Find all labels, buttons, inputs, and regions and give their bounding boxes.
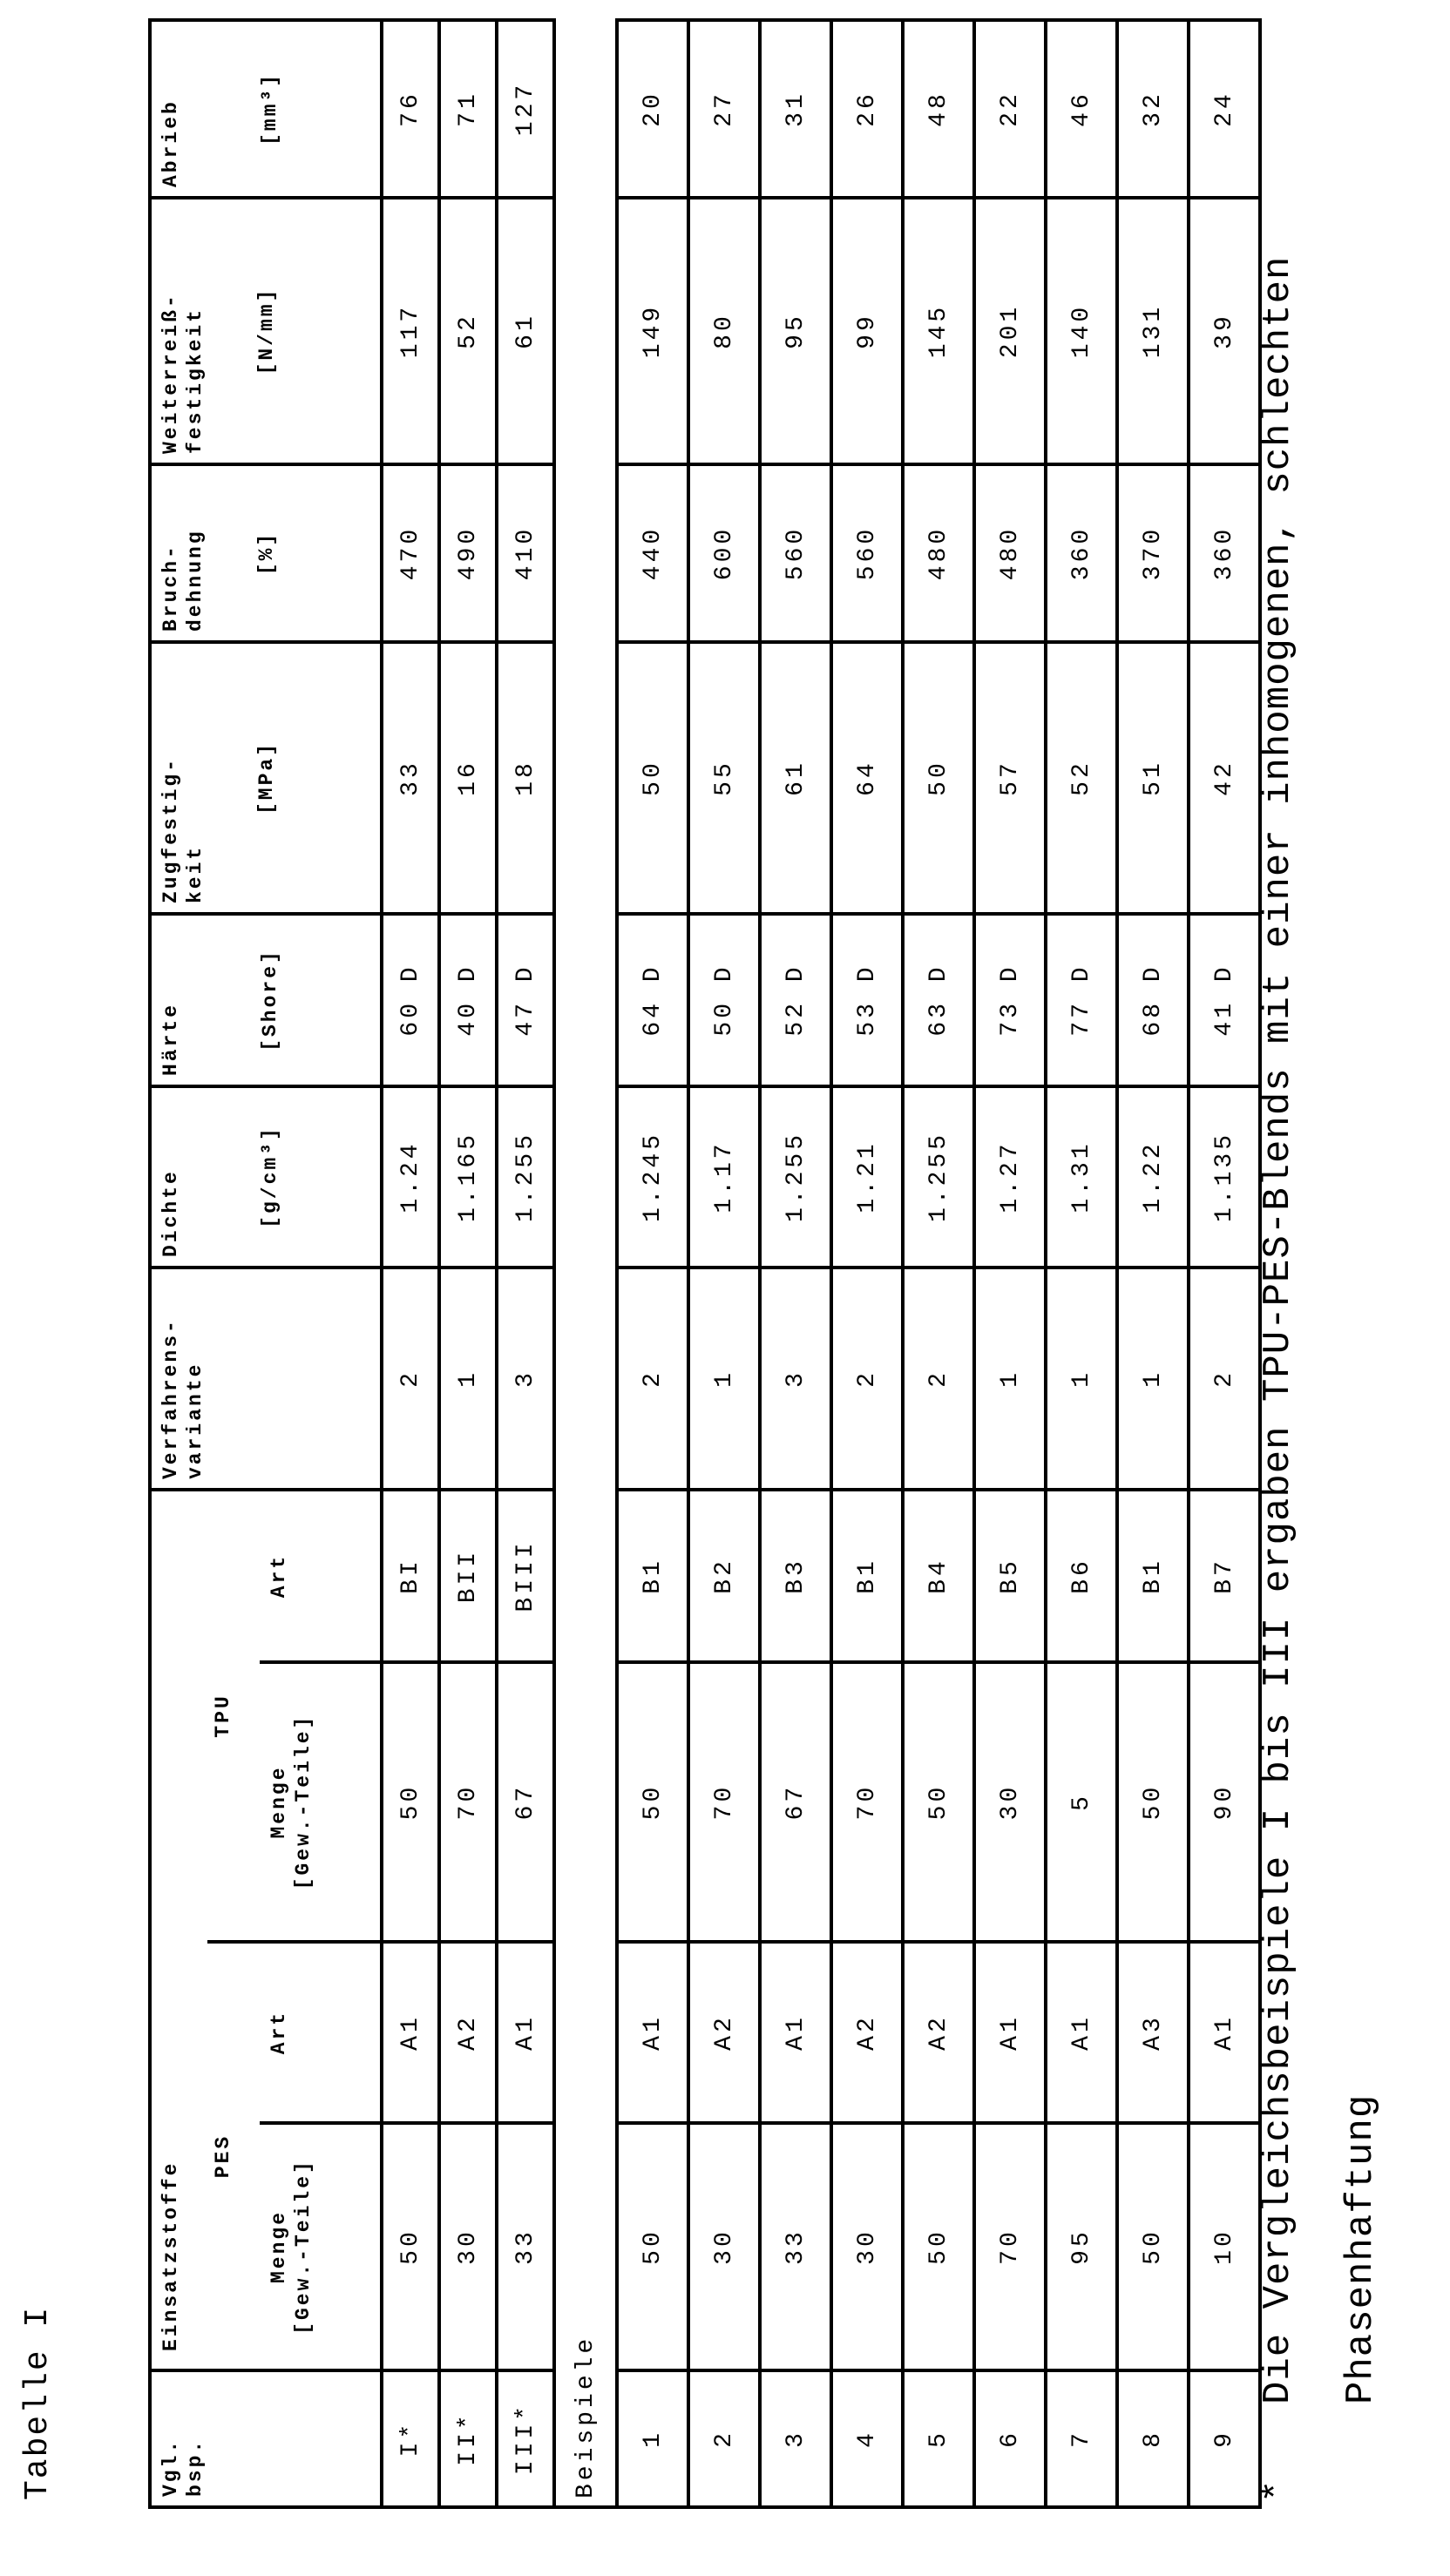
- cell-pes-menge: 33: [497, 2123, 554, 2370]
- cell-tpu-menge: 70: [831, 1662, 903, 1942]
- cell-zugfestigkeit: 33: [382, 642, 439, 914]
- cell-tpu-art: B1: [831, 1490, 903, 1662]
- header-verfahren: Verfahrens- variante: [150, 1268, 382, 1490]
- cell-tpu-menge: 50: [382, 1662, 439, 1942]
- cell-tpu-art: B1: [1117, 1490, 1189, 1662]
- cell-bruchdehnung: 370: [1117, 464, 1189, 642]
- cell-vgl: 4: [831, 2370, 903, 2507]
- cell-pes-menge: 10: [1189, 2123, 1260, 2370]
- header-tpu-art: Art: [260, 1490, 382, 1662]
- cell-pes-art: A1: [1046, 1942, 1117, 2123]
- table-row: [974, 20, 1046, 2507]
- cell-weiterreissfestigkeit: 201: [974, 198, 1046, 464]
- cell-abrieb: 71: [439, 20, 497, 198]
- cell-bruchdehnung: 560: [760, 464, 831, 642]
- separator-section: [554, 20, 617, 2507]
- cell-haerte: 47 D: [497, 914, 554, 1086]
- cell-zugfestigkeit: 64: [831, 642, 903, 914]
- cell-tpu-art: B5: [974, 1490, 1046, 1662]
- cell-zugfestigkeit: 18: [497, 642, 554, 914]
- cell-verfahren: 2: [903, 1268, 974, 1490]
- header-bruchdehnung: [150, 464, 382, 642]
- cell-tpu-menge: 67: [760, 1662, 831, 1942]
- cell-weiterreissfestigkeit: 39: [1189, 198, 1260, 464]
- cell-haerte: 63 D: [903, 914, 974, 1086]
- cell-pes-art: A1: [497, 1942, 554, 2123]
- header-haerte: [150, 914, 382, 1086]
- cell-vgl: 8: [1117, 2370, 1189, 2507]
- cell-zugfestigkeit: 52: [1046, 642, 1117, 914]
- cell-tpu-menge: 70: [439, 1662, 497, 1942]
- cell-abrieb: 76: [382, 20, 439, 198]
- cell-abrieb: 32: [1117, 20, 1189, 198]
- cell-bruchdehnung: 480: [903, 464, 974, 642]
- cell-weiterreissfestigkeit: 145: [903, 198, 974, 464]
- cell-vgl: 9: [1189, 2370, 1260, 2507]
- header-weiter-label: Weiterreiß- festigkeit: [159, 293, 207, 454]
- cell-verfahren: 2: [1189, 1268, 1260, 1490]
- cell-abrieb: 27: [688, 20, 760, 198]
- cell-pes-menge: 50: [1117, 2123, 1189, 2370]
- cell-tpu-art: B1: [617, 1490, 688, 1662]
- cell-pes-menge: 30: [688, 2123, 760, 2370]
- header-weiter-unit: [N/mm]: [254, 208, 279, 454]
- cell-weiterreissfestigkeit: 149: [617, 198, 688, 464]
- cell-haerte: 50 D: [688, 914, 760, 1086]
- cell-vgl: 6: [974, 2370, 1046, 2507]
- header-zug-unit: [MPa]: [254, 652, 279, 903]
- cell-bruchdehnung: 490: [439, 464, 497, 642]
- separator-label: Beispiele: [554, 2123, 617, 2507]
- cell-dichte: 1.27: [974, 1086, 1046, 1268]
- header-haerte-label: Härte: [159, 1003, 182, 1076]
- cell-tpu-menge: 70: [688, 1662, 760, 1942]
- header-vgl: Vgl. bsp.: [150, 2370, 382, 2507]
- cell-dichte: 1.255: [760, 1086, 831, 1268]
- cell-verfahren: 1: [974, 1268, 1046, 1490]
- cell-dichte: 1.22: [1117, 1086, 1189, 1268]
- cell-dichte: 1.255: [497, 1086, 554, 1268]
- table-row: [1117, 20, 1189, 2507]
- cell-haerte: 53 D: [831, 914, 903, 1086]
- cell-abrieb: 48: [903, 20, 974, 198]
- cell-bruchdehnung: 410: [497, 464, 554, 642]
- cell-pes-menge: 50: [382, 2123, 439, 2370]
- cell-tpu-menge: 50: [903, 1662, 974, 1942]
- cell-zugfestigkeit: 42: [1189, 642, 1260, 914]
- header-bruch-unit: [%]: [254, 475, 279, 632]
- table-row: [1046, 20, 1117, 2507]
- cell-tpu-menge: 5: [1046, 1662, 1117, 1942]
- cell-bruchdehnung: 480: [974, 464, 1046, 642]
- cell-tpu-art: B6: [1046, 1490, 1117, 1662]
- cell-pes-art: A1: [617, 1942, 688, 2123]
- cell-pes-menge: 33: [760, 2123, 831, 2370]
- cell-vgl: II*: [439, 2370, 497, 2507]
- cell-dichte: 1.165: [439, 1086, 497, 1268]
- separator-gap: [554, 20, 617, 2123]
- header-dichte-label: Dichte: [159, 1169, 182, 1257]
- cell-haerte: 60 D: [382, 914, 439, 1086]
- cell-pes-menge: 95: [1046, 2123, 1117, 2370]
- cell-bruchdehnung: 560: [831, 464, 903, 642]
- cell-tpu-art: B7: [1189, 1490, 1260, 1662]
- cell-verfahren: 3: [497, 1268, 554, 1490]
- cell-weiterreissfestigkeit: 140: [1046, 198, 1117, 464]
- table-row: [903, 20, 974, 2507]
- cell-weiterreissfestigkeit: 131: [1117, 198, 1189, 464]
- header-dichte-unit: [g/cm³]: [258, 1097, 282, 1257]
- cell-verfahren: 2: [382, 1268, 439, 1490]
- cell-pes-art: A1: [760, 1942, 831, 2123]
- cell-vgl: 3: [760, 2370, 831, 2507]
- cell-verfahren: 2: [617, 1268, 688, 1490]
- cell-abrieb: 127: [497, 20, 554, 198]
- cell-weiterreissfestigkeit: 117: [382, 198, 439, 464]
- table-row: [831, 20, 903, 2507]
- cell-tpu-menge: 67: [497, 1662, 554, 1942]
- cell-tpu-menge: 30: [974, 1662, 1046, 1942]
- cell-tpu-art: B3: [760, 1490, 831, 1662]
- cell-verfahren: 2: [831, 1268, 903, 1490]
- cell-tpu-art: BII: [439, 1490, 497, 1662]
- cell-verfahren: 1: [439, 1268, 497, 1490]
- cell-verfahren: 3: [760, 1268, 831, 1490]
- cell-abrieb: 24: [1189, 20, 1260, 198]
- footnote-marker: *: [1237, 2479, 1320, 2503]
- cell-bruchdehnung: 360: [1189, 464, 1260, 642]
- header-zugfestigkeit: [150, 642, 382, 914]
- cell-tpu-menge: 50: [617, 1662, 688, 1942]
- cell-abrieb: 22: [974, 20, 1046, 198]
- cell-pes-menge: 50: [617, 2123, 688, 2370]
- beispiel-rows: [617, 20, 1260, 2507]
- vergleich-rows: [382, 20, 554, 2507]
- cell-pes-art: A2: [439, 1942, 497, 2123]
- header-pes-art: Art: [260, 1942, 382, 2123]
- footnote-line-2: Phasenhaftung: [1320, 256, 1403, 2404]
- cell-pes-art: A2: [831, 1942, 903, 2123]
- cell-weiterreissfestigkeit: 80: [688, 198, 760, 464]
- cell-pes-menge: 30: [831, 2123, 903, 2370]
- cell-tpu-art: B2: [688, 1490, 760, 1662]
- header-dichte: [150, 1086, 382, 1268]
- cell-vgl: 2: [688, 2370, 760, 2507]
- cell-bruchdehnung: 600: [688, 464, 760, 642]
- cell-zugfestigkeit: 57: [974, 642, 1046, 914]
- header-bruch-label: Bruch- dehnung: [159, 529, 207, 632]
- cell-dichte: 1.245: [617, 1086, 688, 1268]
- header-tpu: TPU: [207, 1490, 260, 1942]
- cell-tpu-menge: 50: [1117, 1662, 1189, 1942]
- header-einsatzstoffe: Einsatzstoffe: [150, 1490, 207, 2370]
- cell-dichte: 1.255: [903, 1086, 974, 1268]
- rotated-content: [0, 0, 1450, 2576]
- cell-tpu-art: BIII: [497, 1490, 554, 1662]
- cell-abrieb: 46: [1046, 20, 1117, 198]
- cell-verfahren: 1: [688, 1268, 760, 1490]
- data-table: [148, 18, 1262, 2509]
- cell-haerte: 68 D: [1117, 914, 1189, 1086]
- cell-weiterreissfestigkeit: 61: [497, 198, 554, 464]
- cell-pes-menge: 50: [903, 2123, 974, 2370]
- cell-tpu-menge: 90: [1189, 1662, 1260, 1942]
- table-row: [617, 20, 688, 2507]
- cell-weiterreissfestigkeit: 52: [439, 198, 497, 464]
- cell-bruchdehnung: 440: [617, 464, 688, 642]
- cell-dichte: 1.135: [1189, 1086, 1260, 1268]
- cell-vgl: I*: [382, 2370, 439, 2507]
- cell-weiterreissfestigkeit: 99: [831, 198, 903, 464]
- cell-zugfestigkeit: 50: [617, 642, 688, 914]
- cell-pes-menge: 30: [439, 2123, 497, 2370]
- table-row: [497, 20, 554, 2507]
- cell-tpu-art: BI: [382, 1490, 439, 1662]
- cell-verfahren: 1: [1046, 1268, 1117, 1490]
- header-abrieb: [150, 20, 382, 198]
- cell-haerte: 77 D: [1046, 914, 1117, 1086]
- cell-bruchdehnung: 360: [1046, 464, 1117, 642]
- cell-pes-art: A3: [1117, 1942, 1189, 2123]
- cell-vgl: 5: [903, 2370, 974, 2507]
- cell-zugfestigkeit: 51: [1117, 642, 1189, 914]
- header-abrieb-unit: [mm³]: [258, 30, 282, 187]
- cell-vgl: 7: [1046, 2370, 1117, 2507]
- header-abrieb-label: Abrieb: [159, 99, 182, 187]
- cell-dichte: 1.21: [831, 1086, 903, 1268]
- cell-pes-menge: 70: [974, 2123, 1046, 2370]
- cell-verfahren: 1: [1117, 1268, 1189, 1490]
- table-row: [760, 20, 831, 2507]
- cell-abrieb: 31: [760, 20, 831, 198]
- cell-weiterreissfestigkeit: 95: [760, 198, 831, 464]
- header-pes: PES: [207, 1942, 260, 2370]
- cell-haerte: 73 D: [974, 914, 1046, 1086]
- cell-pes-art: A1: [1189, 1942, 1260, 2123]
- header-zug-label: Zugfestig- keit: [159, 757, 207, 903]
- header-pes-menge: Menge [Gew.-Teile]: [260, 2123, 382, 2370]
- cell-haerte: 64 D: [617, 914, 688, 1086]
- cell-haerte: 41 D: [1189, 914, 1260, 1086]
- cell-zugfestigkeit: 55: [688, 642, 760, 914]
- cell-pes-art: A1: [382, 1942, 439, 2123]
- footnote-text: [1237, 256, 1403, 2404]
- cell-dichte: 1.24: [382, 1086, 439, 1268]
- document-page: [0, 0, 1450, 2576]
- table-row: [688, 20, 760, 2507]
- cell-haerte: 52 D: [760, 914, 831, 1086]
- cell-pes-art: A2: [688, 1942, 760, 2123]
- cell-vgl: III*: [497, 2370, 554, 2507]
- cell-haerte: 40 D: [439, 914, 497, 1086]
- cell-abrieb: 20: [617, 20, 688, 198]
- footnote-line-1: Die Vergleichsbeispiele I bis III ergaben TPU-PES-Blends mit einer inhomogenen, schlechten: [1237, 256, 1320, 2404]
- cell-pes-art: A2: [903, 1942, 974, 2123]
- header-weiterreissfestigkeit: [150, 198, 382, 464]
- header-haerte-unit: [Shore]: [258, 924, 282, 1076]
- table-row: [439, 20, 497, 2507]
- table-title: Tabelle I: [19, 2306, 57, 2500]
- table-row: [382, 20, 439, 2507]
- cell-zugfestigkeit: 50: [903, 642, 974, 914]
- cell-dichte: 1.31: [1046, 1086, 1117, 1268]
- cell-tpu-art: B4: [903, 1490, 974, 1662]
- cell-vgl: 1: [617, 2370, 688, 2507]
- cell-abrieb: 26: [831, 20, 903, 198]
- cell-bruchdehnung: 470: [382, 464, 439, 642]
- cell-dichte: 1.17: [688, 1086, 760, 1268]
- cell-zugfestigkeit: 16: [439, 642, 497, 914]
- cell-pes-art: A1: [974, 1942, 1046, 2123]
- separator-row: [554, 20, 617, 2507]
- header-tpu-menge: Menge [Gew.-Teile]: [260, 1662, 382, 1942]
- cell-zugfestigkeit: 61: [760, 642, 831, 914]
